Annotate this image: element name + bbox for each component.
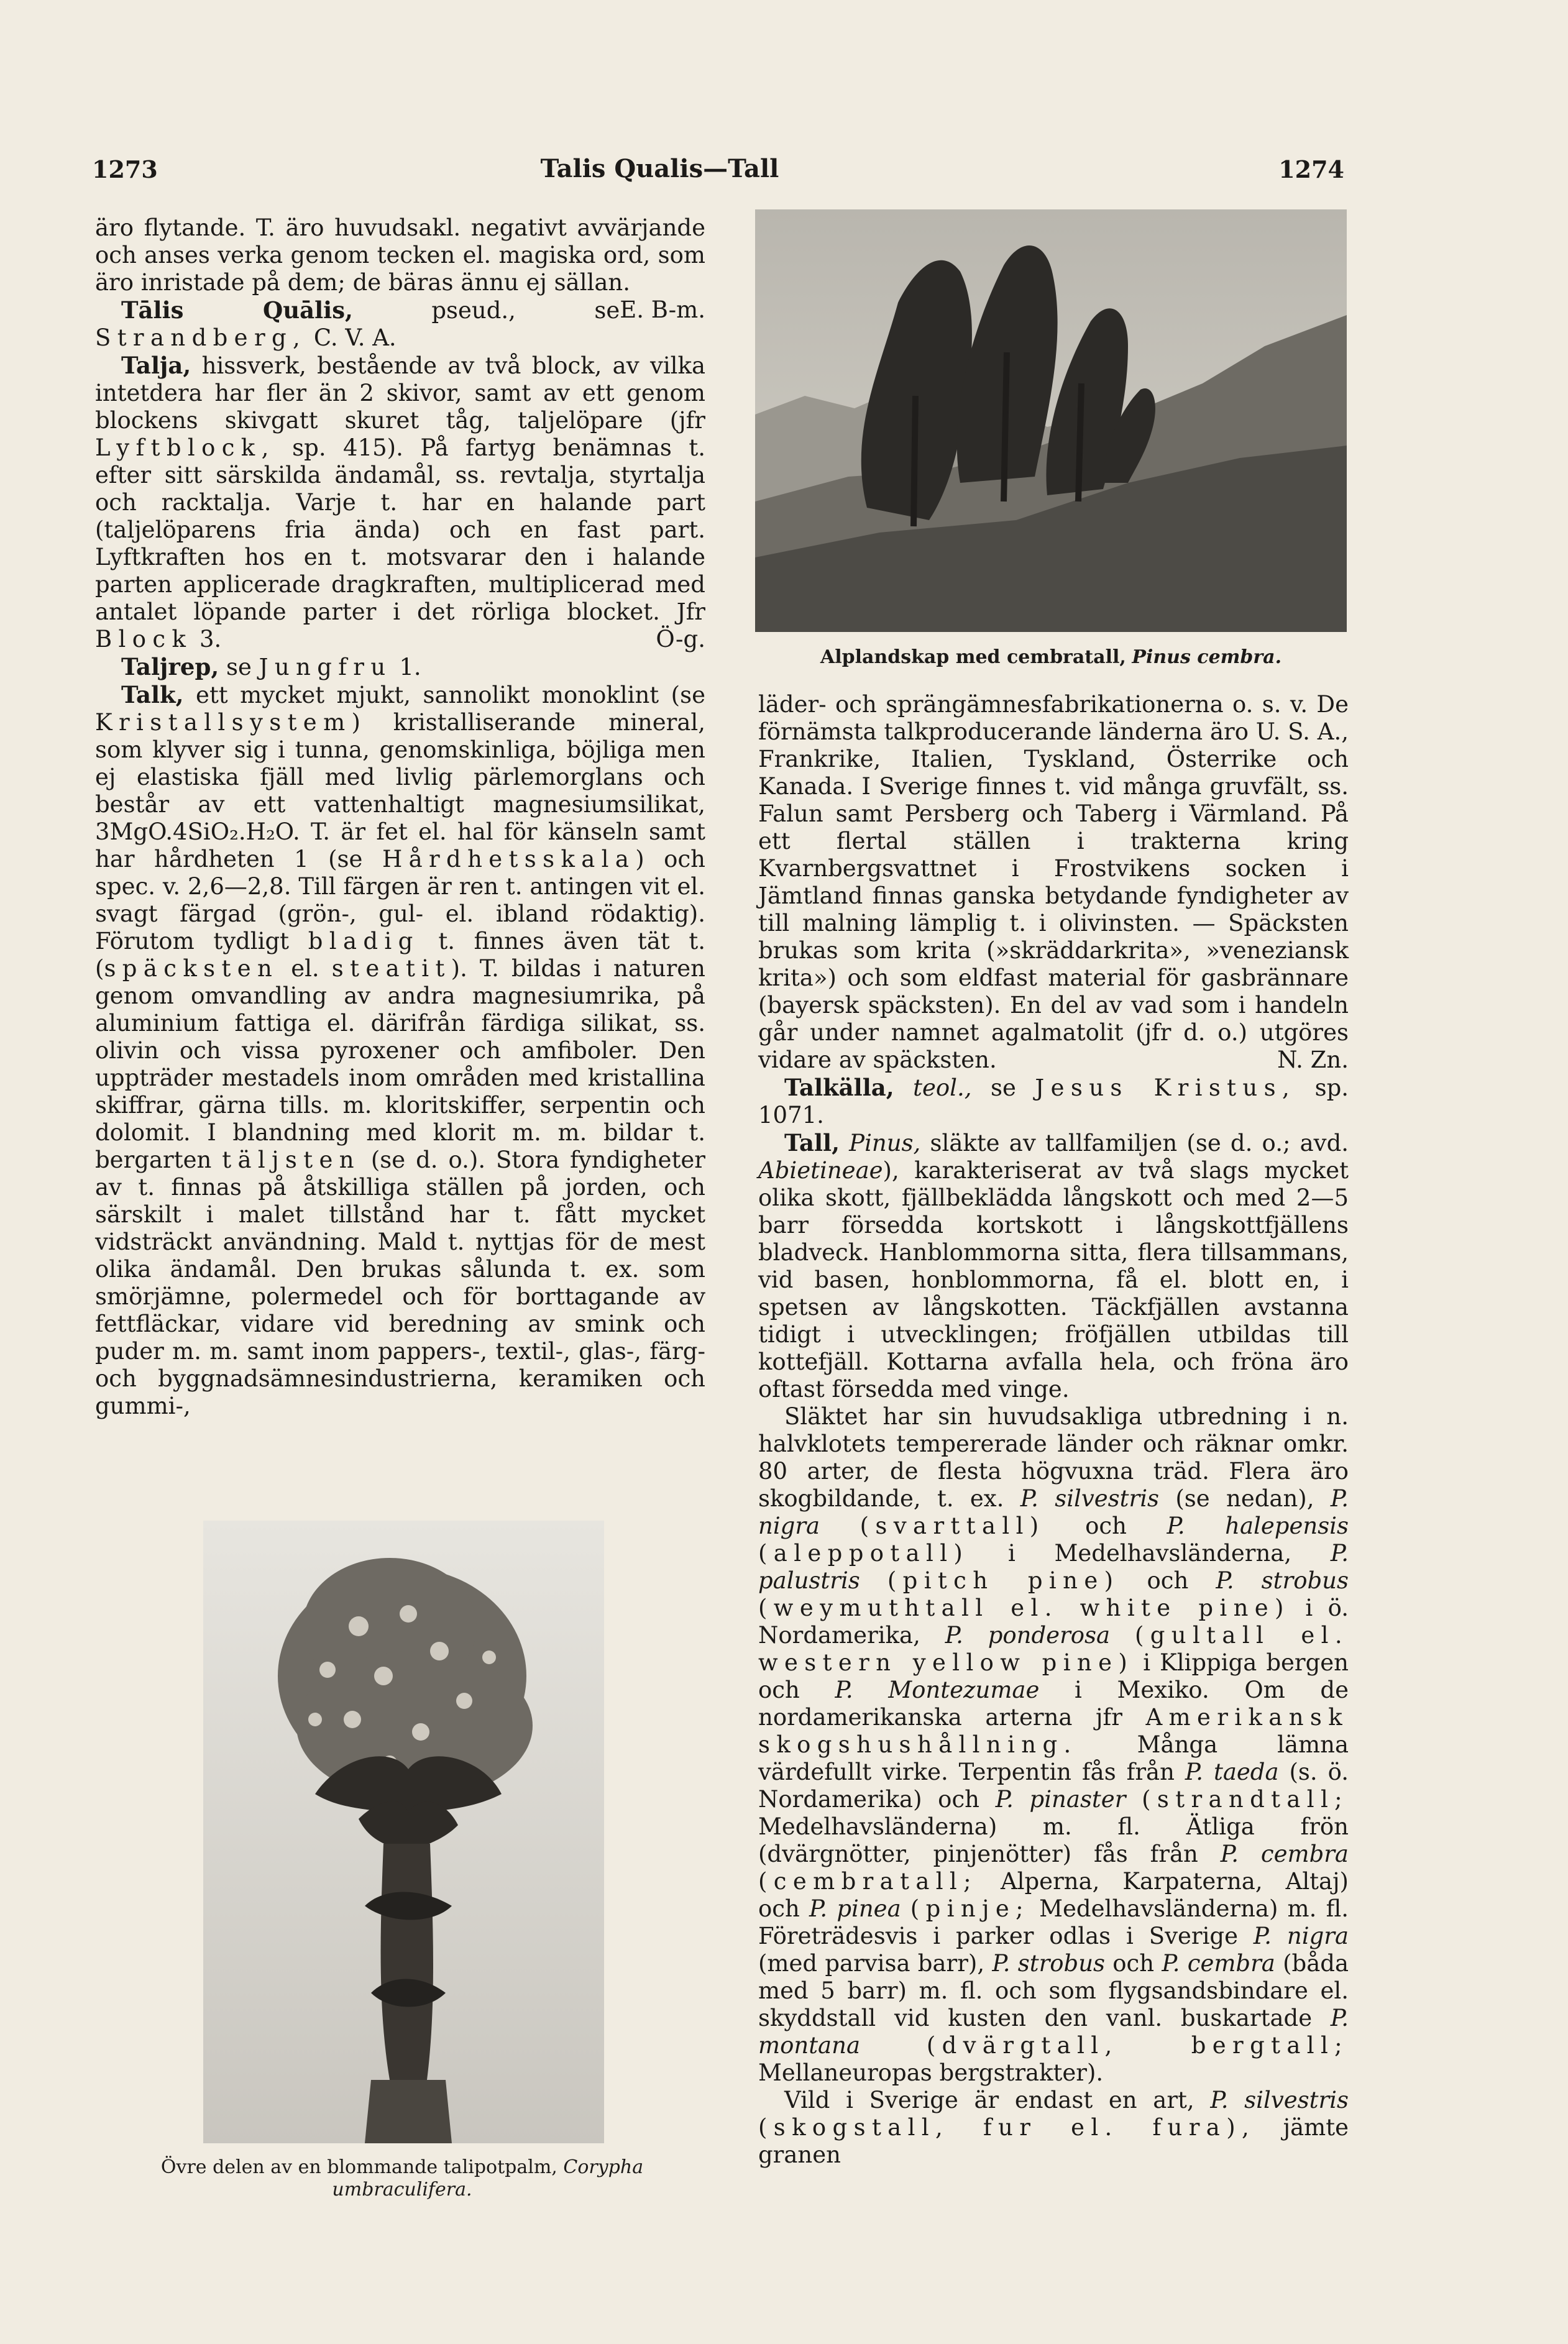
entry-taljrep: Taljrep, se Jungfru 1. (121, 653, 421, 680)
cross-reference: Block (95, 626, 193, 652)
paragraph-tall-sweden: Vild i Sverige är endast en art, P. silvestris (skogstall, fur el. fura), jämte granen (758, 2087, 1349, 2168)
cross-reference: Jesus Kristus, (1035, 1074, 1296, 1101)
page-number-right: 1274 (1278, 155, 1344, 183)
entry-talk: Talk, ett mycket mjukt, sannolikt monoklint (se Kristallsystem) kristalliserande mineral, som klyver sig i tunna, genomskinliga, böjliga men ej elastiska fjäll med livlig pärlemorglans och består av ett vattenhaltigt magnesiumsilikat, 3MgO.4SiO₂.H₂O. T. är fet el. hal för känseln samt har hårdheten 1 (se Hårdhetsskala) och spec. v. 2,6—2,8. Till färgen är ren t. antingen vit el. svagt färgad (grön-, gul- el. ibland rödaktig). Förutom tydligt bladig t. finnes även tät t. (späcksten el. steatit). T. bildas i naturen genom omvandling av andra magnesiumrika, på aluminium fattiga el. därifrån färdiga silikat, ss. olivin och vissa pyroxener och amfiboler. Den uppträder mestadels inom områden med kristallina skiffrar, gärna tills. m. kloritskiffer, serpentin och dolomit. I blandning med klorit m. m. bildar t. bergarten täljsten (se d. o.). Stora fyndigheter av t. finnas på åtskilliga ställen på jorden, och särskilt i malet tillstånd har t. fått mycket vidsträckt användning. Mald t. nyttjas för de mest olika ändamål. Den brukas sålunda t. ex. som smörjämne, polermedel och för borttagande av fettfläckar, vidare vid beredning av smink och puder m. m. samt inom pappers-, textil-, glas-, färg- och byggnadsämnesindustrierna, keramiken och gummi-, (95, 681, 706, 1419)
emphasis: späcksten (104, 955, 279, 982)
pine-landscape-illustration (755, 209, 1347, 632)
right-column (758, 691, 1349, 2169)
entry-headword: Talja, (121, 352, 191, 379)
palm-tree-illustration (203, 1521, 604, 2143)
entry-talis-qualis: Tālis Quālis, pseud., se Strandberg, C. V. A. (95, 296, 620, 351)
palm-caption: Övre delen av en blommande talipotpalm, Corypha umbraculifera. (160, 2156, 644, 2200)
emphasis: bladig (308, 928, 420, 955)
entry-headword: Taljrep, (121, 653, 219, 680)
cross-reference: Lyftblock, (95, 434, 275, 461)
entry-tall: Tall, Pinus, släkte av tallfamiljen (se d. o.; avd. Abietineae), karakteriserat av två slags mycket olika skott, fjällbeklädda långskott och med 2—5 barr försedda kortskott i långskottfjällens bladveck. Hanblommorna sitta, flera tillsammans, vid basen, honblommorna, få el. blott en, i spetsen av långskotten. Täckfjällen avstanna tidigt i utvecklingen; fröfjällen utbildas till kottefjäll. Kottarna avfalla hela, och fröna äro oftast försedda med vinge. (758, 1129, 1349, 1403)
running-header: Talis Qualis—Tall (540, 154, 779, 183)
page-number-left: 1273 (92, 155, 158, 183)
cross-reference: Amerikansk skogshushållning. (758, 1704, 1349, 1758)
entry-headword: Tall, (784, 1129, 840, 1156)
author-signature: E. B-m. (620, 296, 705, 323)
cross-reference: Kristallsystem (95, 709, 352, 736)
paragraph-talisman-end: äro flytande. T. äro huvudsakl. negativt avvärjande och anses verka genom tecken el. magiska ord, som äro inristade på dem; de bäras ännu ej sällan. E. B-m. (95, 214, 705, 323)
emphasis: steatit (331, 955, 451, 982)
entry-talkalla: Talkälla, teol., se Jesus Kristus, sp. 1071. (758, 1074, 1349, 1129)
entry-headword: Tālis Quālis, (121, 296, 353, 324)
palm-photo (203, 1521, 604, 2143)
landscape-photo (755, 209, 1347, 632)
left-column (95, 214, 705, 1420)
entry-talja: Talja, hissverk, bestående av två block, av vilka intetdera har fler än 2 skivor, samt av ett genom blockens skivgatt skuret tåg, taljelöpare (jfr Lyftblock, sp. 415). På fartyg benämnas t. efter sitt särskilda ändamål, ss. revtalja, styrtalja och racktalja. Varje t. har en halande part (taljelöparens fria ända) och en fast part. Lyftkraften hos en t. motsvarar den i halande parten applicerade dragkraften, multiplicerad med antalet löpande parter i det rörliga blocket. Jfr Block 3. Ö-g. (95, 352, 705, 652)
cross-reference: Strandberg, (95, 324, 307, 351)
entry-headword: Talk, (121, 681, 184, 708)
cross-reference: Jungfru (259, 654, 392, 680)
paragraph-tall-distribution: Släktet har sin huvudsakliga utbredning i n. halvklotets tempererade länder och räknar omkr. 80 arter, de flesta högvuxna träd. Flera äro skogbildande, t. ex. P. silvestris (se nedan), P. nigra (svarttall) och P. halepensis (aleppotall) i Medelhavsländerna, P. palustris (pitch pine) och P. strobus (weymuthtall el. white pine) i ö. Nordamerika, P. ponderosa (gultall el. western yellow pine) i Klippiga bergen och P. Montezumae i Mexiko. Om de nordamerikanska arterna jfr Amerikansk skogshushållning. Många lämna värdefullt virke. Terpentin fås från P. taeda (s. ö. Nordamerika) och P. pinaster (strandtall; Medelhavsländerna) m. fl. Ätliga frön (dvärgnötter, pinjenötter) fås från P. cembra (cembratall; Alperna, Karpaterna, Altaj) och P. pinea (pinje; Medelhavsländerna) m. fl. Företrädesvis i parker odlas i Sverige P. nigra (med parvisa barr), P. strobus och P. cembra (båda med 5 barr) m. fl. och som flygsandsbindare el. skyddstall vid kusten den vanl. buskartade P. montana (dvärgtall, bergtall; Mellaneuropas bergstrakter). (758, 1403, 1349, 2086)
landscape-caption: Alplandskap med cembratall, Pinus cembra. (820, 646, 1282, 668)
cross-reference: Hårdhetsskala (382, 846, 636, 872)
emphasis: täljsten (222, 1147, 360, 1173)
entry-headword: Talkälla, (784, 1074, 894, 1101)
paragraph-talk-continued: läder- och sprängämnesfabrikationerna o. s. v. De förnämsta talkproducerande länderna äro U. S. A., Frankrike, Italien, Tyskland, Österrike och Kanada. I Sverige finnes t. vid många gruvfält, ss. Falun samt Persberg och Taberg i Värmland. På ett flertal ställen i trakterna kring Kvarnbergsvattnet i Frostvikens socken i Jämtland finnas ganska betydande fyndigheter av till malning lämplig t. i olivinsten. — Späcksten brukas som krita (»skräddarkrita», »veneziansk krita») och som eldfast material för gasbrännare (bayersk späcksten). En del av vad som i handeln går under namnet agalmatolit (jfr d. o.) utgöres vidare av späcksten. N. Zn. (758, 691, 1349, 1073)
author-signature: Ö-g. (656, 626, 705, 652)
author-signature: N. Zn. (1277, 1046, 1349, 1073)
